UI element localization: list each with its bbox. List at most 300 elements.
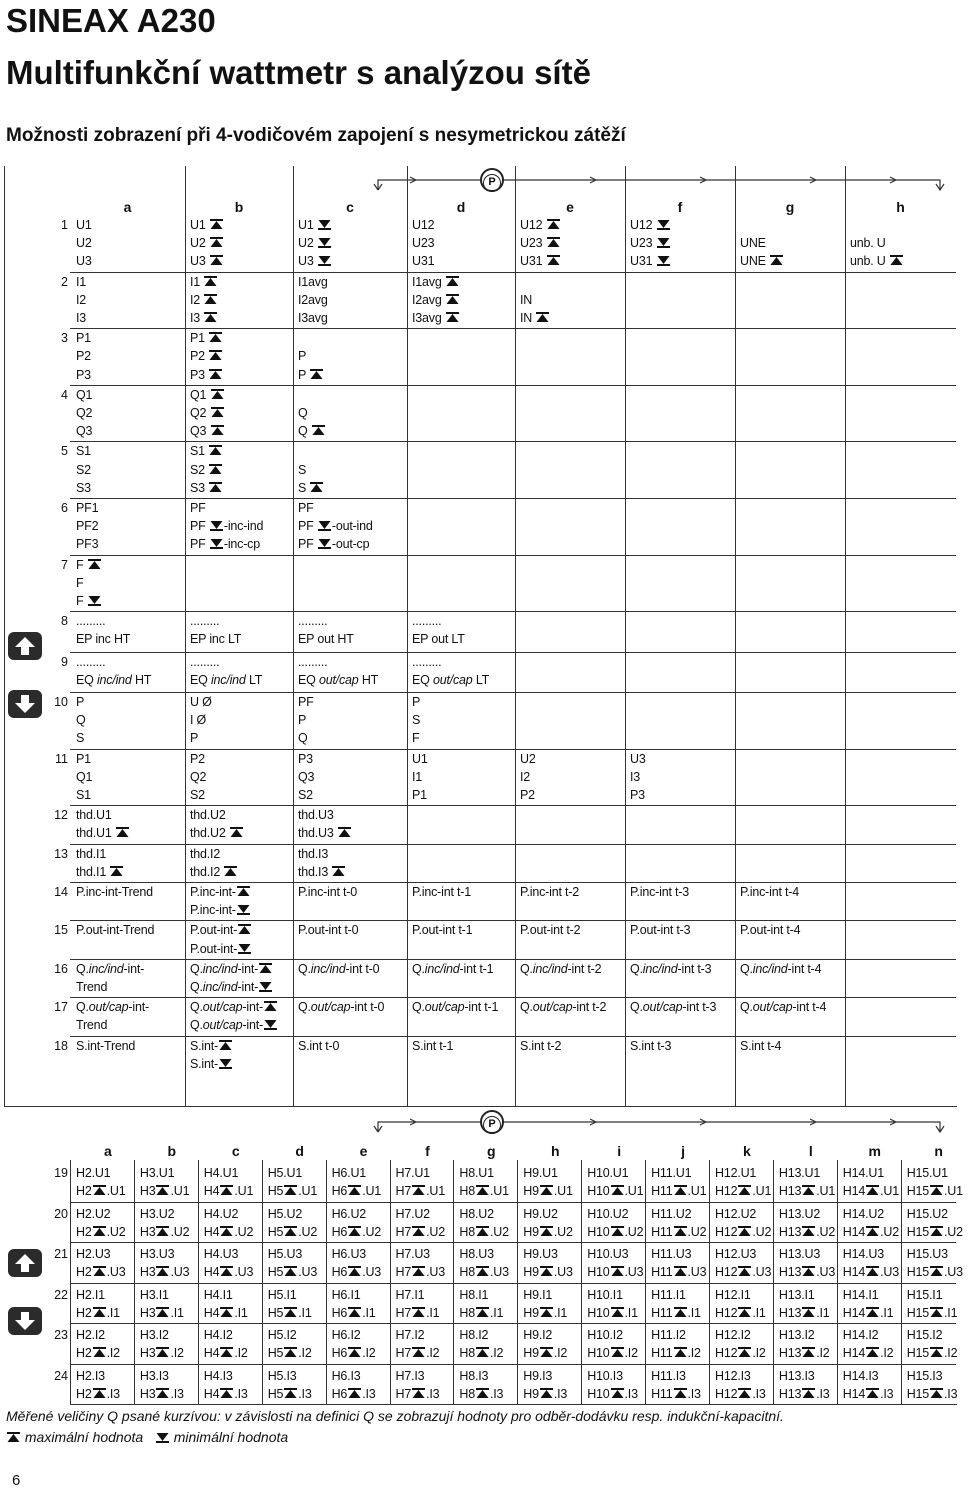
min-arrow-icon [317,519,332,533]
max-arrow-icon [208,349,223,363]
down-arrow-button-2[interactable] [8,1307,42,1335]
table2-cell: H4.U3 [203,1247,239,1261]
table1-cell: Q.out/cap-int- [190,998,278,1016]
table2-cell: H2.U2 [76,1206,111,1221]
table1-row-divider [70,555,956,556]
max-arrow-icon [155,1387,170,1401]
table2-cell-max: H11 .I3 [651,1386,701,1401]
table2-cell: H8.I1 [459,1287,489,1302]
table1-row-number: 14 [54,885,68,899]
table1-row-number: 15 [54,923,68,938]
table2-cell: H11.I2 [651,1328,686,1342]
table2-cell: H6.I2 [331,1328,361,1342]
table1-cell: I3 [190,309,218,327]
table1-cell: U1 [190,216,224,234]
max-arrow-icon [6,1429,21,1445]
table2-cell-max: H10 .U3 [587,1265,644,1279]
max-arrow-icon [223,865,238,879]
table1-cell: S [76,731,85,746]
table1-cell: thd.I1 [76,863,124,881]
table2-cell-max: H5 .I1 [267,1305,312,1320]
table1-cell: Q2 [190,404,225,422]
table1-col-divider [185,166,186,1106]
max-arrow-icon [539,1306,554,1320]
table1-cell: U3 [298,252,332,270]
table2-col-header: b [167,1143,177,1159]
table1-cell: U3 [190,252,224,270]
table2-cell: H2.I2 [76,1328,105,1342]
max-arrow-icon [219,1184,234,1198]
table1-cell: thd.U3 [298,808,334,823]
table2-cell-max: H4 .I3 [203,1386,248,1401]
max-arrow-icon [218,1039,233,1053]
max-arrow-icon [801,1346,816,1360]
max-arrow-icon [610,1306,625,1320]
table1-cell: unb. U [850,252,904,270]
table1-cell: I2 [190,291,218,309]
max-arrow-icon [673,1184,688,1198]
min-arrow-icon [317,236,332,250]
table2-cell: H13.I2 [778,1328,815,1342]
table1-col-divider [735,166,736,1106]
table2-cell: H14.I2 [842,1328,879,1342]
max-arrow-icon [347,1306,362,1320]
table2-col-header: a [104,1143,112,1159]
max-arrow-icon [209,254,224,268]
table1-row-number: 4 [61,387,68,402]
table1-cell: I1 [190,273,218,291]
max-arrow-icon [283,1265,298,1279]
table2-cell: H14.I1 [842,1287,879,1302]
max-arrow-icon [737,1387,752,1401]
max-arrow-icon [411,1387,426,1401]
table1-cell: EQ inc/ind LT [190,672,263,687]
max-arrow-icon [283,1225,298,1239]
table2-cell: H6.I3 [331,1368,361,1383]
table1-cell: U2 [520,751,536,766]
table1-cell: U12 [412,218,435,232]
table1-row-number: 18 [54,1038,68,1053]
max-arrow-icon [539,1265,554,1279]
page-number: 6 [12,1472,21,1489]
table2-cell: H15.I3 [906,1368,943,1383]
table1-cell: Q1 [190,386,225,404]
table1-col-divider [515,166,516,1106]
table1-cell: EP out HT [298,632,354,647]
table2-cell: H15.U2 [906,1206,948,1221]
max-arrow-icon [219,1387,234,1401]
max-arrow-icon [610,1225,625,1239]
table2-cell: H13.I3 [778,1368,815,1383]
down-arrow-button[interactable] [8,690,42,718]
table1-cell: S1 [76,788,91,802]
table2-cell-max: H5 .I3 [267,1386,312,1401]
table2-cell: H13.U3 [778,1247,821,1261]
table2-cell: H6.U2 [331,1206,367,1221]
table1-row-number: 3 [61,331,68,346]
table1-cell: ......... [76,614,106,629]
max-arrow-icon [539,1225,554,1239]
table2-cell-max: H5 .U3 [267,1265,318,1279]
max-arrow-icon [411,1225,426,1239]
table1-cell: PF [298,695,314,709]
max-arrow-icon [737,1184,752,1198]
table2-cell: H3.U3 [139,1247,175,1261]
table1-cell: thd.I1 [76,846,107,861]
table1-col-divider [407,166,408,1106]
max-arrow-icon [258,962,273,976]
table1-cell: ......... [190,614,220,629]
table2-cell: H5.U1 [267,1166,303,1180]
table2-cell-max: H14 .U2 [842,1224,899,1239]
table1-cell: P.inc-int t-1 [412,885,472,899]
max-arrow-icon [475,1346,490,1360]
table1-cell: PF [298,501,314,515]
min-arrow-icon [258,980,273,994]
table2-cell: H12.U1 [715,1166,757,1180]
down-arrow-button-icon [8,1307,42,1335]
max-arrow-icon [219,1306,234,1320]
table1-cell: P2 [190,751,205,766]
max-arrow-icon [210,424,225,438]
table2-col-header: f [425,1143,430,1159]
max-arrow-icon [546,254,561,268]
max-arrow-icon [109,865,124,879]
table2-cell: H5.U3 [267,1247,303,1261]
table2-cell: H10.U1 [587,1166,629,1180]
max-arrow-icon [208,444,223,458]
table2-cell-max: H9 .I2 [523,1346,568,1360]
table1-cell: P [190,731,199,746]
table1-cell: P [412,695,421,709]
max-arrow-icon [155,1346,170,1360]
table2-cell-max: H3 .I1 [139,1305,184,1320]
table2-cell: H12.U3 [715,1247,757,1261]
table2-cell-max: H13 .U3 [778,1265,836,1279]
table2-cell-max: H4 .U1 [203,1184,254,1198]
up-arrow-button-icon [8,1249,42,1277]
table2-cell: H11.U3 [651,1247,692,1261]
table1-cell: F [412,731,420,746]
up-arrow-button[interactable] [8,632,42,660]
page-title: SINEAX A230 [6,2,216,39]
table2-cell: H12.I1 [715,1287,751,1302]
table2-cell-max: H12 .U2 [715,1224,772,1239]
table2-cell: H10.I3 [587,1368,623,1383]
up-arrow-button-icon [8,632,42,660]
table1-cell: Q.inc/ind-int- [76,961,145,976]
table1-cell: IN [520,292,533,307]
table1-cell: U3 [76,254,92,269]
max-arrow-icon [311,424,326,438]
table2-cell: H11.U1 [651,1166,692,1180]
max-arrow-icon [546,236,561,250]
table1-cell: UNE [740,236,766,251]
max-arrow-icon [283,1346,298,1360]
table2-cell-max: H6 .U3 [331,1265,382,1279]
table1-cell: U12 [630,216,671,234]
max-arrow-icon [115,826,130,840]
max-arrow-icon [610,1387,625,1401]
min-arrow-icon [656,218,671,232]
table2-cell: H5.U2 [267,1206,303,1221]
table2-cell-max: H14 .I2 [842,1346,894,1360]
table1-cell: P.out-int t-1 [412,923,473,938]
max-arrow-icon [546,218,561,232]
table1-cell: P.out-int t-0 [298,923,359,938]
up-arrow-button-2[interactable] [8,1249,42,1277]
table1-cell: P.inc-int t-3 [630,885,690,899]
table2-cell-max: H4 .I1 [203,1305,248,1320]
table2-row-number: 24 [54,1368,68,1383]
table1-cell: Q1 [76,387,93,402]
table1-cell: P.inc-int t-0 [298,885,358,899]
table1-cell: I2avg [298,292,328,307]
table2-col-header: j [681,1143,685,1159]
table1-cell: thd.U3 [298,824,352,842]
table1-cell: PF -out-cp [298,537,370,552]
table2-cell-max: H6 .I2 [331,1346,376,1360]
table1-cell: P.out-int t-2 [520,923,581,938]
table1-cell: U1 [76,218,92,232]
table2-cell: H7.I2 [395,1328,425,1342]
table2-cell: H9.I2 [523,1328,553,1342]
table2-cell-max: H7 .I1 [395,1305,440,1320]
table1-cell: P2 [190,347,223,365]
table1-cell: thd.I3 [298,846,329,861]
table1-cell: P3 [298,751,313,766]
table2-cell-max: H10 .I2 [587,1346,638,1360]
table1-row-number: 6 [61,501,68,515]
table2-cell-max: H11 .U2 [651,1224,707,1239]
p-arrow-line-1 [370,168,950,198]
table2-cell-max: H11 .I2 [651,1346,701,1360]
table2-cell: H5.I2 [267,1328,297,1342]
max-arrow-icon [309,481,324,495]
table2-col-header: g [487,1143,496,1159]
table1-cell: I3 [630,769,641,784]
max-arrow-icon [87,558,102,572]
max-arrow-icon [865,1265,880,1279]
table1-cell: Q.out/cap-int- [76,1000,149,1015]
max-arrow-icon [769,254,784,268]
max-arrow-icon [203,275,218,289]
max-arrow-icon [219,1346,234,1360]
max-arrow-icon [219,1265,234,1279]
table2-cell: H14.U3 [842,1247,884,1261]
table1-cell: I2 [520,769,531,784]
table2-cell: H4.I3 [203,1368,233,1383]
min-arrow-icon [656,236,671,250]
min-arrow-icon [87,594,102,608]
min-arrow-icon [317,254,332,268]
max-arrow-icon [203,293,218,307]
table1-cell: thd.U1 [76,824,130,842]
table1-cell: Q.inc/ind-int t-0 [298,961,380,976]
table2-cell-max: H15 .U3 [906,1265,963,1279]
max-arrow-icon [347,1225,362,1239]
table1-col-header: a [123,199,132,215]
max-arrow-icon [801,1184,816,1198]
max-arrow-icon [347,1387,362,1401]
table2-cell: H14.U2 [842,1206,884,1221]
table2-cell: H8.U1 [459,1166,494,1180]
table2-cell: H11.U2 [651,1206,692,1221]
table1-cell: S [412,713,421,728]
table1-cell: PF1 [76,501,99,515]
max-arrow-icon [673,1346,688,1360]
table1-cell: P.out-int- [190,940,252,958]
max-arrow-icon [92,1346,107,1360]
table1-cell: U31 [520,252,561,270]
table1-cell: Q [298,406,308,420]
table2-cell: H3.U1 [139,1166,175,1180]
max-arrow-icon [283,1184,298,1198]
table2-cell-max: H13 .I2 [778,1346,830,1360]
max-arrow-icon [737,1225,752,1239]
table2-col-header: n [934,1143,943,1159]
max-arrow-icon [347,1184,362,1198]
table2-cell: H2.I3 [76,1368,105,1383]
table2-cell-max: H10 .I1 [587,1305,638,1320]
table2-cell: H11.I3 [651,1368,686,1383]
table1-cell: EP out LT [412,632,465,647]
table2-row-number: 20 [54,1206,68,1221]
table1-cell: thd.I2 [190,846,221,861]
table1-cell: F [76,556,102,574]
table1-cell: U2 [298,234,332,252]
table1-cell: Q.inc/ind-int- [190,960,273,978]
table1-cell: U Ø [190,695,212,709]
footnote: Měřené veličiny Q psané kurzívou: v závislosti na definici Q se zobrazují hodnoty pro odběr-dodávku resp. indukční-kapacitní. [6,1408,784,1424]
table2-cell-max: H4 .U3 [203,1265,254,1279]
max-arrow-icon [535,311,550,325]
table2-cell-max: H6 .U1 [331,1184,382,1198]
table1-col-header: b [234,199,244,215]
table2-cell-max: H8 .I2 [459,1346,504,1360]
max-arrow-icon [475,1387,490,1401]
max-arrow-icon [208,331,223,345]
table2-cell-max: H11 .U1 [651,1184,707,1198]
table1-cell: S.int-Trend [76,1038,136,1053]
max-arrow-icon [673,1265,688,1279]
table1-cell: I1avg [298,274,328,289]
table2-cell-max: H13 .U1 [778,1184,836,1198]
table2-cell: H9.U3 [523,1247,558,1261]
table1-row-number: 7 [61,557,68,572]
table1-cell: P.out-int t-3 [630,923,691,938]
table1-cell: PF [190,501,206,515]
max-arrow-icon [92,1387,107,1401]
table2-row-number: 22 [54,1287,68,1302]
table2-cell: H9.I3 [523,1368,553,1383]
p-arrow-line-2 [370,1110,950,1140]
max-arrow-icon [411,1306,426,1320]
table1-cell: ......... [298,654,328,669]
max-arrow-icon [929,1346,944,1360]
max-arrow-icon [411,1346,426,1360]
table1-cell: PF -inc-cp [190,537,260,552]
max-arrow-icon [411,1265,426,1279]
table2-cell-max: H12 .U3 [715,1265,772,1279]
max-arrow-icon [929,1306,944,1320]
table2-cell-max: H8 .U1 [459,1184,509,1198]
table2-cell-max: H7 .U3 [395,1265,445,1279]
min-arrow-icon [263,1018,278,1032]
table2-cell: H4.U1 [203,1166,239,1180]
max-arrow-icon [229,826,244,840]
table1-col-divider [293,166,294,1106]
table2-row-number: 19 [54,1166,68,1180]
table1-col-divider [845,166,846,1106]
table2-cell-max: H5 .U1 [267,1184,318,1198]
table2-col-header: k [743,1143,751,1159]
table1-cell: U23 [520,234,561,252]
table1-cell: P.inc-int- [190,883,251,901]
table1-cell: thd.I3 [298,863,346,881]
table2-cell-max: H3 .I2 [139,1346,184,1360]
table1-cell: P.inc-int- [190,901,251,919]
table2-cell-max: H15 .U2 [906,1224,963,1239]
table2-cell: H4.I2 [203,1328,233,1342]
table1-cell: P [298,713,307,728]
table2-cell-max: H3 .U3 [139,1265,190,1279]
table1-cell: ......... [412,614,442,629]
table2-cell-max: H12 .I2 [715,1346,766,1360]
table2-cell-max: H7 .U1 [395,1184,445,1198]
table2-cell: H12.I3 [715,1368,751,1383]
max-arrow-icon [475,1306,490,1320]
table1-cell: PF -inc-ind [190,519,264,534]
table2-cell: H8.I3 [459,1368,489,1383]
max-arrow-icon [737,1346,752,1360]
table1-row-number: 17 [54,1000,68,1015]
table2-row-divider [70,1283,956,1284]
table2-cell: H7.I3 [395,1368,425,1383]
table2-col-header: i [617,1143,622,1159]
table1-cell: ......... [76,654,106,669]
max-arrow-icon [208,463,223,477]
table2-cell-max: H10 .U2 [587,1224,644,1239]
table2-cell: H7.U3 [395,1247,430,1261]
min-arrow-icon [209,537,224,551]
table2-cell-max: H5 .I2 [267,1346,312,1360]
max-arrow-icon [737,1306,752,1320]
max-arrow-icon [237,923,252,937]
max-arrow-icon [889,254,904,268]
max-arrow-icon [208,481,223,495]
table1-col-header: g [785,199,795,215]
table2-cell-max: H13 .U2 [778,1224,836,1239]
max-arrow-icon [539,1184,554,1198]
table1-cell: I1 [412,769,423,784]
max-arrow-icon [263,1000,278,1014]
max-arrow-icon [475,1265,490,1279]
table1-cell: ......... [190,654,220,669]
table1-cell: Q3 [76,424,93,439]
table1-cell: P2 [76,349,91,364]
min-arrow-icon [209,519,224,533]
max-arrow-icon [155,1225,170,1239]
table1-cell: P.out-int-Trend [76,923,155,938]
table1-col-header: f [677,199,683,215]
table2-cell-max: H12 .U1 [715,1184,772,1198]
table2-col-header: h [550,1143,560,1159]
table2-row-number: 23 [54,1328,68,1342]
max-arrow-icon [865,1306,880,1320]
table2-cell: H8.U3 [459,1247,494,1261]
max-arrow-icon [610,1265,625,1279]
